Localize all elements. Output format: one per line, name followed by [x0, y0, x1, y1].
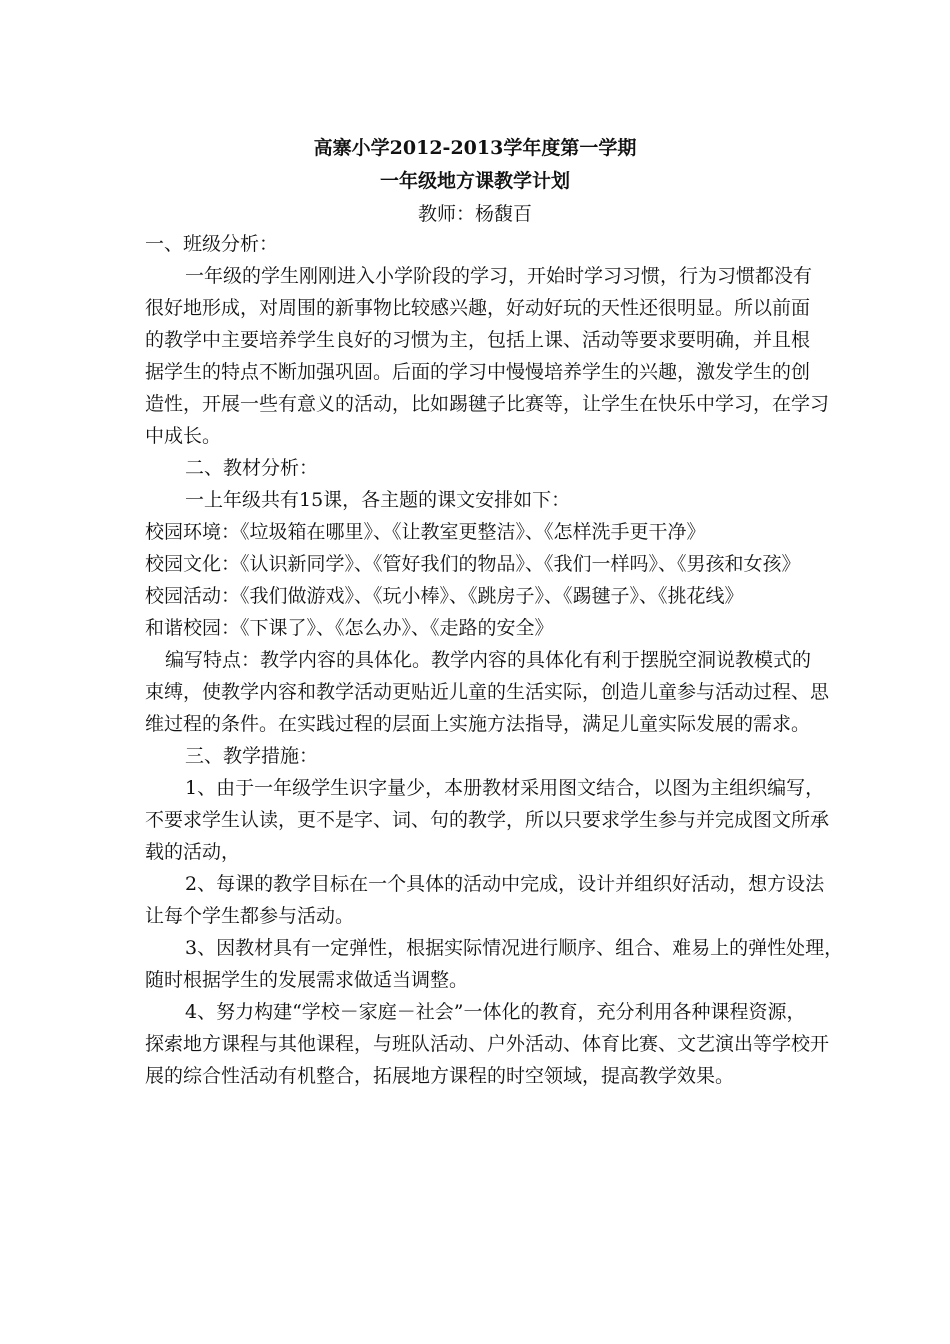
text-line: 据学生的特点不断加强巩固。后面的学习中慢慢培养学生的兴趣，激发学生的创 — [145, 361, 811, 383]
title-line-1: 高寨小学2012-2013学年度第一学期 — [313, 137, 637, 159]
text-line: 随时根据学生的发展需求做适当调整。 — [145, 969, 469, 991]
lesson-list-line: 校园活动：《我们做游戏》、《玩小棒》、《跳房子》、《踢毽子》、《挑花线》 — [145, 585, 744, 607]
text-line: 维过程的条件。在实践过程的层面上实施方法指导，满足儿童实际发展的需求。 — [145, 713, 811, 735]
text-line: 探索地方课程与其他课程，与班队活动、户外活动、体育比赛、文艺演出等学校开 — [145, 1033, 830, 1055]
lesson-list-line: 校园环境：《垃圾箱在哪里》、《让教室更整洁》、《怎样洗手更干净》 — [145, 521, 706, 543]
teacher-name: 教师：杨馥百 — [417, 203, 532, 225]
title-line-2: 一年级地方课教学计划 — [379, 170, 570, 192]
text-line: 不要求学生认读，更不是字、词、句的教学，所以只要求学生参与并完成图文所承 — [145, 809, 830, 831]
text-line: 让每个学生都参与活动。 — [145, 905, 355, 927]
lesson-list-line: 和谐校园：《下课了》、《怎么办》、《走路的安全》 — [145, 617, 554, 639]
section-heading-class-analysis: 一、班级分析： — [145, 233, 279, 255]
text-line: 的教学中主要培养学生良好的习惯为主，包括上课、活动等要求要明确，并且根 — [145, 329, 811, 351]
text-line: 1、由于一年级学生识字量少，本册教材采用图文结合，以图为主组织编写， — [185, 777, 825, 799]
text-line: 一上年级共有15课，各主题的课文安排如下： — [185, 489, 571, 511]
text-line: 载的活动， — [145, 841, 241, 863]
text-line: 4、努力构建“学校－家庭－社会”一体化的教育，充分利用各种课程资源， — [185, 1001, 806, 1023]
text-line: 展的综合性活动有机整合，拓展地方课程的时空领域，提高教学效果。 — [145, 1065, 735, 1087]
text-line: 编写特点：教学内容的具体化。教学内容的具体化有利于摆脱空洞说教模式的 — [165, 649, 812, 671]
text-line: 一年级的学生刚刚进入小学阶段的学习，开始时学习习惯，行为习惯都没有 — [185, 265, 813, 287]
text-line: 中成长。 — [145, 425, 222, 447]
text-line: 很好地形成，对周围的新事物比较感兴趣，好动好玩的天性还很明显。所以前面 — [145, 297, 811, 319]
section-heading-teaching-measures: 三、教学措施： — [185, 745, 319, 767]
text-line: 2、每课的教学目标在一个具体的活动中完成，设计并组织好活动，想方设法 — [185, 873, 825, 895]
section-heading-material-analysis: 二、教材分析： — [185, 457, 319, 479]
lesson-list-line: 校园文化：《认识新同学》、《管好我们的物品》、《我们一样吗》、《男孩和女孩》 — [145, 553, 801, 575]
text-line: 3、因教材具有一定弹性，根据实际情况进行顺序、组合、难易上的弹性处理， — [185, 937, 844, 959]
text-line: 束缚，使教学内容和教学活动更贴近儿童的生活实际，创造儿童参与活动过程、思 — [145, 681, 830, 703]
text-line: 造性，开展一些有意义的活动，比如踢毽子比赛等，让学生在快乐中学习，在学习 — [145, 393, 830, 415]
